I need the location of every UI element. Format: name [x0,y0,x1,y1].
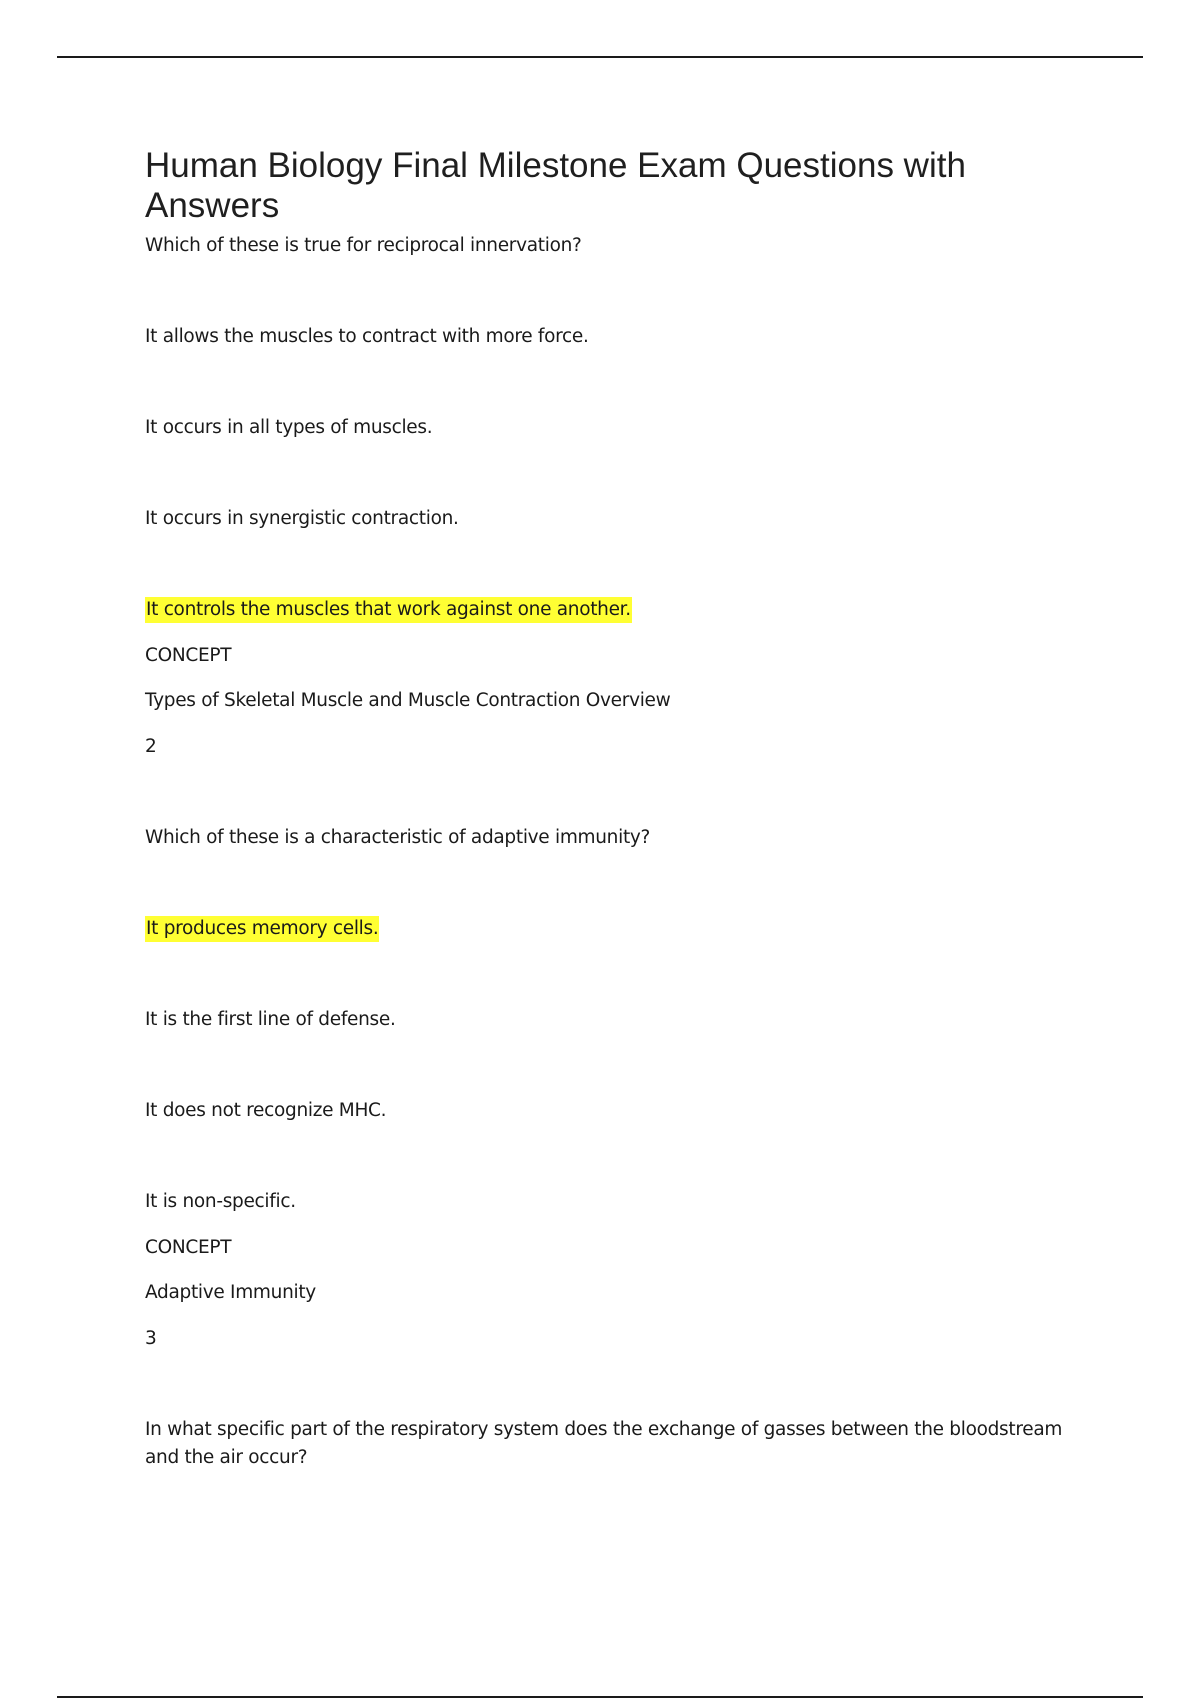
q2-option-1-correct [145,915,379,943]
top-rule [57,56,1143,58]
answer-highlight: It produces memory cells. [145,916,379,942]
question-3-number: 3 [145,1328,157,1349]
q1-concept: Types of Skeletal Muscle and Muscle Contraction Overview [145,690,671,711]
document-title: Human Biology Final Milestone Exam Questions with Answers [145,146,966,225]
q1-option-3: It occurs in synergistic contraction. [145,508,459,529]
question-1-text: Which of these is true for reciprocal innervation? [145,235,582,256]
q2-option-4: It is non-specific. [145,1191,296,1212]
q1-option-1: It allows the muscles to contract with more force. [145,326,589,347]
question-2-number: 2 [145,736,157,757]
question-2-text: Which of these is a characteristic of adaptive immunity? [145,827,651,848]
q1-option-4-correct [145,596,632,624]
q2-concept-label: CONCEPT [145,1237,232,1258]
q2-concept: Adaptive Immunity [145,1282,316,1303]
q2-option-2: It is the first line of defense. [145,1009,396,1030]
q2-option-3: It does not recognize MHC. [145,1100,387,1121]
q1-option-2: It occurs in all types of muscles. [145,417,433,438]
bottom-rule [57,1696,1143,1698]
q1-concept-label: CONCEPT [145,645,232,666]
question-3-text: In what specific part of the respiratory system does the exchange of gasses between the bloodstream and the air occur? [145,1419,1063,1468]
answer-highlight: It controls the muscles that work against one another. [145,597,632,623]
